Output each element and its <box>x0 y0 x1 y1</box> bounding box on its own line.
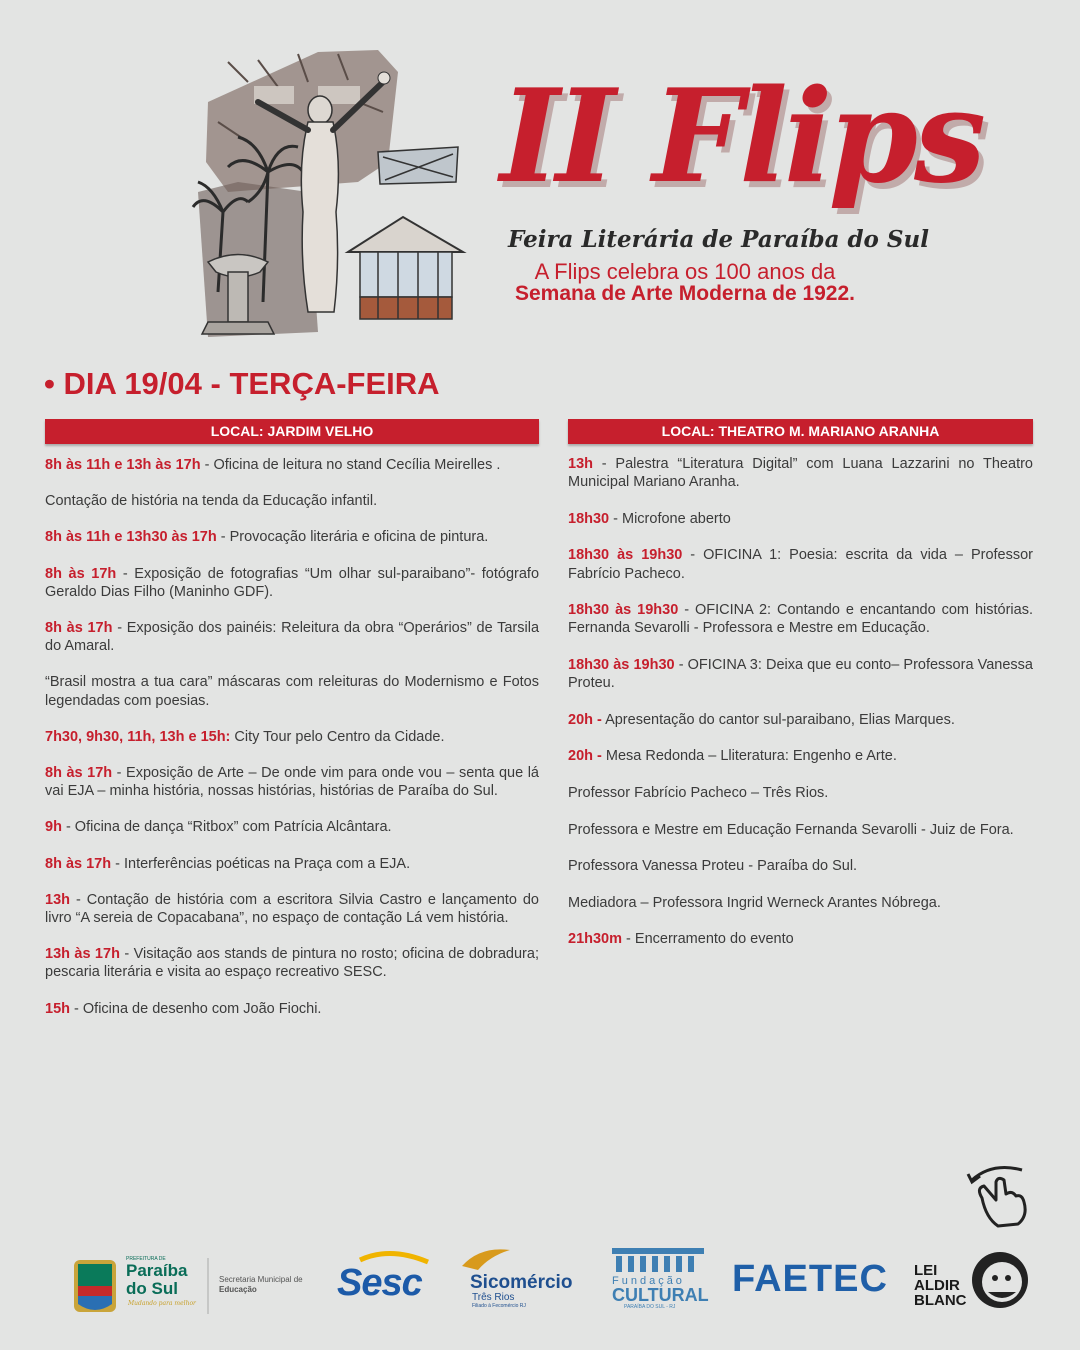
schedule-description: - OFICINA 3: Deixa que eu conto– Professora Vanessa Proteu. <box>568 656 1033 692</box>
schedule-item <box>45 891 539 927</box>
secretaria-line1: Secretaria Municipal de <box>219 1275 303 1284</box>
schedule-time: 13h <box>568 456 593 472</box>
schedule-theatro <box>568 419 1033 967</box>
schedule-time: 8h às 17h <box>45 855 112 872</box>
lei-line1: LEI <box>914 1262 938 1279</box>
prefeitura-logo-text <box>126 1262 187 1298</box>
sesc-logo: Sesc <box>337 1262 422 1304</box>
schedule-description: Mediadora – Professora Ingrid Werneck Arantes Nóbrega. <box>568 894 941 911</box>
schedule-description: - Oficina de desenho com João Fiochi. <box>70 1000 322 1017</box>
schedule-item <box>45 456 539 474</box>
prefeitura-small-label: PREFEITURA DE <box>126 1256 166 1262</box>
schedule-description: - Interferências poéticas na Praça com a EJA. <box>111 855 411 872</box>
schedule-time: 8h às 17h <box>45 565 117 582</box>
schedule-list-left <box>45 456 539 1018</box>
schedule-description: Professora Vanessa Proteu - Paraíba do Sul. <box>568 858 858 875</box>
schedule-item <box>45 945 539 981</box>
schedule-description: - Provocação literária e oficina de pintura. <box>216 529 489 546</box>
schedule-description: - Encerramento do evento <box>622 931 794 948</box>
schedule-time: 13h às 17h <box>45 946 120 963</box>
lei-line2: ALDIR <box>914 1277 960 1294</box>
prefeitura-slogan: Mudando para melhor <box>128 1300 196 1307</box>
schedule-item <box>568 857 1033 875</box>
schedule-item <box>45 764 539 800</box>
schedule-description: Contação de história na tenda da Educação infantil. <box>45 493 378 510</box>
lei-aldir-blanc-logo <box>914 1263 967 1308</box>
location-bar-theatro: LOCAL: THEATRO M. MARIANO ARANHA <box>568 419 1033 444</box>
schedule-item <box>568 894 1033 912</box>
schedule-item <box>568 711 1033 729</box>
schedule-description: - Oficina de leitura no stand Cecília Meirelles . <box>200 457 501 473</box>
schedule-list-right <box>568 455 1033 949</box>
schedule-item <box>45 728 539 746</box>
schedule-time: 8h às 11h e 13h30 às 17h <box>45 529 217 546</box>
schedule-item <box>45 619 539 655</box>
schedule-item <box>568 821 1033 839</box>
schedule-item <box>568 455 1033 491</box>
sesc-swoosh-icon <box>360 1253 428 1262</box>
fundacao-line1: Fundação <box>612 1275 685 1287</box>
schedule-time: 7h30, 9h30, 11h, 13h e 15h: <box>45 728 231 745</box>
prefeitura-line1: Paraíba <box>126 1261 188 1280</box>
schedule-description: - Exposição dos painéis: Releitura da obra “Operários” de Tarsila do Amaral. <box>45 620 540 655</box>
schedule-time: 21h30m <box>568 931 623 948</box>
schedule-item <box>568 747 1033 765</box>
faetec-logo: FAETEC <box>732 1258 888 1300</box>
schedule-item <box>45 855 539 873</box>
secretaria-logo-text <box>219 1275 303 1295</box>
schedule-item <box>568 510 1033 528</box>
schedule-description: Apresentação do cantor sul-paraibano, Elias Marques. <box>601 711 955 728</box>
schedule-item <box>45 492 539 510</box>
schedule-description: - Exposição de Arte – De onde vim para onde vou – senta que lá vai EJA – minha história, nossas histórias, histórias de Paraíba do Sul. <box>45 765 540 800</box>
schedule-time: 20h - <box>568 711 602 728</box>
fundacao-line2: CULTURAL <box>612 1285 709 1305</box>
location-bar-jardim-velho: LOCAL: JARDIM VELHO <box>45 419 539 444</box>
swipe-hand-icon <box>962 1160 1036 1230</box>
fundacao-building-icon <box>612 1248 704 1272</box>
schedule-time: 18h30 às 19h30 <box>568 547 683 564</box>
schedule-time: 8h às 17h <box>45 765 113 782</box>
tagline-line2: Semana de Arte Moderna de 1922. <box>514 282 856 305</box>
schedule-description: - OFICINA 1: Poesia: escrita da vida – Professor Fabrício Pacheco. <box>568 547 1033 582</box>
schedule-description: Mesa Redonda – Lliteratura: Engenho e Arte. <box>601 748 897 765</box>
lei-line3: BLANC <box>914 1292 967 1309</box>
schedule-item <box>568 656 1033 692</box>
schedule-description: - Palestra “Literatura Digital” com Luana Lazzarini no Theatro Municipal Mariano Aranha. <box>568 456 1033 491</box>
prefeitura-crest-icon <box>74 1260 116 1312</box>
schedule-item <box>568 601 1033 637</box>
schedule-time: 9h <box>45 819 62 836</box>
schedule-description: City Tour pelo Centro da Cidade. <box>230 728 445 745</box>
schedule-time: 15h <box>45 1000 70 1017</box>
schedule-item <box>45 818 539 836</box>
schedule-time: 8h às 11h e 13h às 17h <box>45 457 201 473</box>
schedule-item <box>45 528 539 546</box>
schedule-item <box>45 565 539 601</box>
schedule-description: - Visitação aos stands de pintura no rosto; oficina de dobradura; pescaria literária e visita ao espaço recreativo SESC. <box>45 946 539 981</box>
sicomercio-logo: Sicomércio <box>470 1272 573 1293</box>
schedule-item <box>568 784 1033 802</box>
event-title: II Flips <box>500 62 982 212</box>
schedule-description: - Oficina de dança “Ritbox” com Patrícia Alcântara. <box>61 819 392 836</box>
tagline-line1: A Flips celebra os 100 anos da <box>534 259 836 284</box>
fundacao-line3: PARAÍBA DO SUL - RJ <box>624 1304 676 1310</box>
illustration-art <box>188 42 480 342</box>
day-heading: • DIA 19/04 - TERÇA-FEIRA <box>44 366 440 401</box>
prefeitura-line2: do Sul <box>126 1279 178 1298</box>
sicomercio-sub: Três Rios <box>472 1292 515 1303</box>
schedule-jardim-velho <box>45 419 539 1036</box>
schedule-item <box>45 673 539 709</box>
schedule-description: - Exposição de fotografias “Um olhar sul-paraibano”- fotógrafo Geraldo Dias Filho (Maninho GDF). <box>45 565 540 600</box>
sicomercio-sub2: Filiado à Fecomércio RJ <box>472 1303 526 1309</box>
schedule-time: 18h30 às 19h30 <box>568 602 679 619</box>
schedule-time: 18h30 <box>568 510 610 527</box>
aldir-blanc-portrait-icon <box>972 1252 1028 1308</box>
schedule-description: Professora e Mestre em Educação Fernanda Sevarolli - Juiz de Fora. <box>568 821 1014 838</box>
sicomercio-mark-icon <box>462 1249 510 1270</box>
schedule-time: 8h às 17h <box>45 620 113 637</box>
schedule-time: 20h - <box>568 748 602 765</box>
schedule-item <box>568 930 1033 948</box>
schedule-time: 18h30 às 19h30 <box>568 656 675 673</box>
secretaria-line2: Educação <box>219 1285 257 1294</box>
schedule-description: - Contação de história com a escritora Silvia Castro e lançamento do livro “A sereia de Copacabana”, no espaço de contação Lá vem história. <box>45 891 539 927</box>
schedule-time: 13h <box>45 891 70 908</box>
schedule-item <box>568 546 1033 582</box>
schedule-description: Professor Fabrício Pacheco – Três Rios. <box>568 784 829 801</box>
schedule-description: “Brasil mostra a tua cara” máscaras com releituras do Modernismo e Fotos legendadas com poesias. <box>45 674 539 709</box>
schedule-description: - OFICINA 2: Contando e encantando com histórias. Fernanda Sevarolli - Professora e Mestre em Educação. <box>568 602 1033 637</box>
schedule-item <box>45 1000 539 1018</box>
event-subtitle: Feira Literária de Paraíba do Sul <box>508 226 929 253</box>
schedule-description: - Microfone aberto <box>609 510 731 527</box>
